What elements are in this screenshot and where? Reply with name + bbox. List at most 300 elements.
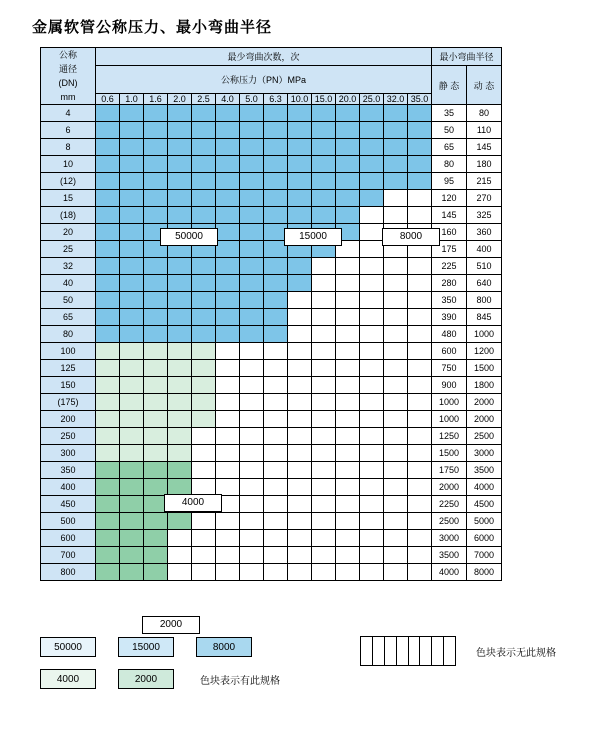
grid-cell — [168, 462, 192, 479]
overlay-value-badge: 8000 — [382, 228, 440, 246]
dn-header-cell — [41, 48, 96, 105]
grid-cell — [240, 564, 264, 581]
grid-cell — [192, 343, 216, 360]
grid-cell — [312, 496, 336, 513]
grid-cell — [192, 530, 216, 547]
table-body — [41, 105, 502, 581]
table-row — [41, 105, 502, 122]
grid-cell — [120, 530, 144, 547]
grid-cell — [144, 156, 168, 173]
grid-cell — [288, 411, 312, 428]
table-row — [41, 394, 502, 411]
dn-value-cell: 80 — [41, 326, 96, 343]
grid-cell — [408, 258, 432, 275]
radius-dynamic-cell: 360 — [467, 224, 502, 241]
grid-cell — [288, 309, 312, 326]
grid-cell — [96, 564, 120, 581]
dn-value-cell: 350 — [41, 462, 96, 479]
grid-cell — [360, 173, 384, 190]
grid-cell — [264, 530, 288, 547]
grid-cell — [408, 173, 432, 190]
grid-cell — [360, 207, 384, 224]
radius-dynamic-cell: 325 — [467, 207, 502, 224]
dn-value-cell: (12) — [41, 173, 96, 190]
radius-dynamic-cell: 640 — [467, 275, 502, 292]
grid-cell — [144, 428, 168, 445]
dn-value-cell: 700 — [41, 547, 96, 564]
grid-cell — [240, 394, 264, 411]
grid-cell — [168, 343, 192, 360]
grid-cell — [312, 258, 336, 275]
grid-cell — [336, 513, 360, 530]
grid-cell — [264, 377, 288, 394]
grid-cell — [360, 326, 384, 343]
grid-cell — [384, 309, 408, 326]
legend-swatch: 15000 — [118, 637, 174, 657]
grid-cell — [192, 547, 216, 564]
grid-cell — [240, 241, 264, 258]
overlay-value-badge: 4000 — [164, 494, 222, 512]
grid-cell — [408, 156, 432, 173]
grid-cell — [192, 513, 216, 530]
radius-dynamic-cell: 110 — [467, 122, 502, 139]
grid-cell — [216, 360, 240, 377]
legend-swatch: 8000 — [196, 637, 252, 657]
grid-cell — [408, 275, 432, 292]
grid-cell — [240, 343, 264, 360]
grid-cell — [408, 105, 432, 122]
grid-cell — [120, 241, 144, 258]
stripe-bar — [361, 637, 373, 665]
dn-value-cell: 6 — [41, 122, 96, 139]
radius-static-header: 静 态 — [432, 66, 467, 105]
table-row — [41, 275, 502, 292]
dn-value-cell: 50 — [41, 292, 96, 309]
dn-value-cell: (18) — [41, 207, 96, 224]
table-row — [41, 377, 502, 394]
dn-value-cell: 4 — [41, 105, 96, 122]
grid-cell — [192, 411, 216, 428]
grid-cell — [96, 547, 120, 564]
grid-cell — [360, 462, 384, 479]
grid-cell — [240, 462, 264, 479]
grid-cell — [264, 173, 288, 190]
radius-static-cell: 225 — [432, 258, 467, 275]
radius-static-cell: 35 — [432, 105, 467, 122]
grid-cell — [192, 377, 216, 394]
grid-cell — [312, 190, 336, 207]
grid-cell — [168, 292, 192, 309]
grid-cell — [216, 224, 240, 241]
grid-cell — [384, 564, 408, 581]
grid-cell — [216, 479, 240, 496]
grid-cell — [408, 326, 432, 343]
grid-cell — [336, 292, 360, 309]
grid-cell — [144, 173, 168, 190]
grid-cell — [96, 428, 120, 445]
grid-cell — [168, 547, 192, 564]
grid-cell — [192, 462, 216, 479]
grid-cell — [144, 530, 168, 547]
grid-cell — [408, 377, 432, 394]
grid-cell — [312, 343, 336, 360]
grid-cell — [264, 122, 288, 139]
grid-cell — [288, 513, 312, 530]
radius-static-cell: 280 — [432, 275, 467, 292]
radius-dynamic-cell: 4500 — [467, 496, 502, 513]
grid-cell — [240, 496, 264, 513]
radius-dynamic-cell: 4000 — [467, 479, 502, 496]
grid-cell — [264, 479, 288, 496]
grid-cell — [240, 428, 264, 445]
grid-cell — [384, 496, 408, 513]
radius-dynamic-cell: 3000 — [467, 445, 502, 462]
dn-line-3: (DN) — [58, 78, 78, 88]
stripe-bar — [373, 637, 385, 665]
grid-cell — [240, 309, 264, 326]
dn-value-cell: 200 — [41, 411, 96, 428]
grid-cell — [144, 445, 168, 462]
grid-cell — [360, 343, 384, 360]
grid-cell — [120, 479, 144, 496]
table-row — [41, 343, 502, 360]
pressure-col-header: 4.0 — [216, 94, 240, 105]
grid-cell — [216, 564, 240, 581]
radius-static-cell: 175 — [432, 241, 467, 258]
grid-cell — [216, 309, 240, 326]
grid-cell — [168, 394, 192, 411]
grid-cell — [144, 343, 168, 360]
table-row — [41, 513, 502, 530]
grid-cell — [312, 275, 336, 292]
grid-cell — [168, 173, 192, 190]
grid-cell — [216, 139, 240, 156]
grid-cell — [360, 309, 384, 326]
grid-cell — [240, 360, 264, 377]
grid-cell — [408, 445, 432, 462]
grid-cell — [216, 326, 240, 343]
grid-cell — [336, 411, 360, 428]
grid-cell — [360, 122, 384, 139]
grid-cell — [264, 445, 288, 462]
stripe-bar — [432, 637, 444, 665]
grid-cell — [360, 241, 384, 258]
grid-cell — [240, 156, 264, 173]
grid-cell — [384, 547, 408, 564]
grid-cell — [312, 309, 336, 326]
grid-cell — [240, 224, 264, 241]
grid-cell — [312, 156, 336, 173]
grid-cell — [120, 156, 144, 173]
grid-cell — [168, 139, 192, 156]
pressure-col-header: 20.0 — [336, 94, 360, 105]
grid-cell — [240, 105, 264, 122]
dn-value-cell: 100 — [41, 343, 96, 360]
radius-dynamic-cell: 145 — [467, 139, 502, 156]
grid-cell — [336, 377, 360, 394]
grid-cell — [384, 173, 408, 190]
radius-static-cell: 65 — [432, 139, 467, 156]
grid-cell — [120, 122, 144, 139]
dn-value-cell: 10 — [41, 156, 96, 173]
grid-cell — [216, 394, 240, 411]
radius-static-cell: 1750 — [432, 462, 467, 479]
grid-cell — [384, 530, 408, 547]
grid-cell — [240, 479, 264, 496]
table-row — [41, 530, 502, 547]
grid-cell — [264, 496, 288, 513]
grid-cell — [336, 428, 360, 445]
grid-cell — [96, 343, 120, 360]
grid-cell — [288, 428, 312, 445]
grid-cell — [96, 513, 120, 530]
grid-cell — [384, 513, 408, 530]
page-title: 金属软管公称压力、最小弯曲半径 — [32, 20, 273, 36]
grid-cell — [312, 394, 336, 411]
grid-cell — [240, 411, 264, 428]
grid-cell — [408, 394, 432, 411]
dn-value-cell: 600 — [41, 530, 96, 547]
dn-line-4: mm — [60, 92, 76, 102]
grid-cell — [288, 564, 312, 581]
dn-value-cell: 300 — [41, 445, 96, 462]
grid-cell — [384, 479, 408, 496]
grid-cell — [264, 190, 288, 207]
grid-cell — [240, 326, 264, 343]
grid-cell — [144, 411, 168, 428]
grid-cell — [384, 445, 408, 462]
grid-cell — [168, 105, 192, 122]
grid-cell — [144, 360, 168, 377]
grid-cell — [288, 377, 312, 394]
grid-cell — [240, 173, 264, 190]
radius-static-cell: 1500 — [432, 445, 467, 462]
grid-cell — [336, 275, 360, 292]
radius-static-cell: 900 — [432, 377, 467, 394]
grid-cell — [336, 479, 360, 496]
grid-cell — [192, 360, 216, 377]
grid-cell — [408, 122, 432, 139]
table-row — [41, 156, 502, 173]
grid-cell — [336, 530, 360, 547]
grid-cell — [360, 190, 384, 207]
table-header — [41, 48, 502, 105]
grid-cell — [144, 139, 168, 156]
grid-cell — [168, 428, 192, 445]
dn-value-cell: 250 — [41, 428, 96, 445]
grid-cell — [144, 326, 168, 343]
radius-static-cell: 145 — [432, 207, 467, 224]
pressure-col-header: 1.6 — [144, 94, 168, 105]
grid-cell — [360, 156, 384, 173]
grid-cell — [264, 462, 288, 479]
grid-cell — [192, 326, 216, 343]
grid-cell — [384, 343, 408, 360]
grid-cell — [192, 190, 216, 207]
grid-cell — [96, 241, 120, 258]
dn-line-2: 通径 — [58, 64, 77, 74]
grid-cell — [384, 377, 408, 394]
grid-cell — [336, 394, 360, 411]
table-row — [41, 360, 502, 377]
grid-cell — [384, 122, 408, 139]
grid-cell — [120, 445, 144, 462]
pressure-col-header: 10.0 — [288, 94, 312, 105]
grid-cell — [216, 105, 240, 122]
grid-cell — [192, 394, 216, 411]
radius-dynamic-cell: 845 — [467, 309, 502, 326]
radius-dynamic-cell: 400 — [467, 241, 502, 258]
radius-dynamic-cell: 1800 — [467, 377, 502, 394]
grid-cell — [192, 105, 216, 122]
legend-swatch: 50000 — [40, 637, 96, 657]
grid-cell — [360, 394, 384, 411]
grid-cell — [264, 547, 288, 564]
grid-cell — [120, 190, 144, 207]
grid-cell — [168, 377, 192, 394]
grid-cell — [408, 564, 432, 581]
grid-cell — [216, 156, 240, 173]
grid-cell — [96, 139, 120, 156]
grid-cell — [312, 360, 336, 377]
grid-cell — [96, 275, 120, 292]
stripe-bar — [444, 637, 455, 665]
grid-cell — [144, 190, 168, 207]
grid-cell — [312, 292, 336, 309]
grid-cell — [240, 530, 264, 547]
grid-cell — [240, 190, 264, 207]
grid-cell — [408, 530, 432, 547]
grid-cell — [168, 122, 192, 139]
grid-cell — [120, 326, 144, 343]
grid-cell — [360, 292, 384, 309]
header-row-2 — [41, 66, 502, 94]
grid-cell — [312, 462, 336, 479]
grid-cell — [240, 275, 264, 292]
legend-swatch: 2000 — [118, 669, 174, 689]
overlay-value-badge: 2000 — [142, 616, 200, 634]
pressure-col-header: 6.3 — [264, 94, 288, 105]
grid-cell — [408, 190, 432, 207]
grid-cell — [216, 275, 240, 292]
grid-cell — [360, 530, 384, 547]
grid-cell — [264, 275, 288, 292]
grid-cell — [360, 360, 384, 377]
grid-cell — [144, 394, 168, 411]
table-row — [41, 462, 502, 479]
pressure-col-header: 1.0 — [120, 94, 144, 105]
grid-cell — [336, 173, 360, 190]
grid-cell — [120, 462, 144, 479]
grid-cell — [168, 445, 192, 462]
grid-cell — [360, 377, 384, 394]
stripe-bar — [397, 637, 409, 665]
grid-cell — [312, 547, 336, 564]
grid-cell — [264, 258, 288, 275]
table-wrapper — [12, 47, 588, 630]
grid-cell — [384, 105, 408, 122]
grid-cell — [264, 105, 288, 122]
grid-cell — [288, 156, 312, 173]
table-row — [41, 258, 502, 275]
grid-cell — [360, 275, 384, 292]
overlay-value-badge: 50000 — [160, 228, 218, 246]
grid-cell — [408, 360, 432, 377]
grid-cell — [408, 479, 432, 496]
dn-value-cell: 32 — [41, 258, 96, 275]
grid-cell — [288, 292, 312, 309]
grid-cell — [408, 139, 432, 156]
grid-cell — [240, 292, 264, 309]
grid-cell — [336, 190, 360, 207]
grid-cell — [192, 479, 216, 496]
dn-value-cell: 400 — [41, 479, 96, 496]
grid-cell — [360, 564, 384, 581]
radius-dynamic-cell: 1000 — [467, 326, 502, 343]
radius-static-cell: 1250 — [432, 428, 467, 445]
grid-cell — [336, 156, 360, 173]
dn-value-cell: 150 — [41, 377, 96, 394]
grid-cell — [144, 292, 168, 309]
radius-dynamic-cell: 270 — [467, 190, 502, 207]
radius-static-cell: 3500 — [432, 547, 467, 564]
grid-cell — [384, 462, 408, 479]
grid-cell — [288, 343, 312, 360]
dn-value-cell: 8 — [41, 139, 96, 156]
grid-cell — [216, 258, 240, 275]
pressure-col-header: 25.0 — [360, 94, 384, 105]
radius-static-cell: 160 — [432, 224, 467, 241]
grid-cell — [336, 326, 360, 343]
grid-cell — [312, 207, 336, 224]
table-row — [41, 190, 502, 207]
grid-cell — [384, 275, 408, 292]
grid-cell — [168, 360, 192, 377]
grid-cell — [192, 564, 216, 581]
grid-cell — [240, 513, 264, 530]
grid-cell — [96, 105, 120, 122]
pressure-col-header: 2.5 — [192, 94, 216, 105]
grid-cell — [264, 156, 288, 173]
radius-dynamic-cell: 5000 — [467, 513, 502, 530]
grid-cell — [120, 207, 144, 224]
grid-cell — [120, 173, 144, 190]
grid-cell — [120, 513, 144, 530]
radius-static-cell: 350 — [432, 292, 467, 309]
grid-cell — [408, 411, 432, 428]
stripe-bar — [409, 637, 421, 665]
grid-cell — [288, 445, 312, 462]
grid-cell — [384, 190, 408, 207]
radius-static-cell: 120 — [432, 190, 467, 207]
grid-cell — [240, 377, 264, 394]
grid-cell — [216, 377, 240, 394]
legend — [40, 636, 570, 700]
grid-cell — [288, 207, 312, 224]
grid-cell — [408, 309, 432, 326]
grid-cell — [312, 411, 336, 428]
grid-cell — [168, 275, 192, 292]
grid-cell — [96, 360, 120, 377]
grid-cell — [96, 292, 120, 309]
grid-cell — [312, 105, 336, 122]
grid-cell — [144, 207, 168, 224]
grid-cell — [408, 428, 432, 445]
grid-cell — [120, 564, 144, 581]
radius-dynamic-cell: 6000 — [467, 530, 502, 547]
grid-cell — [216, 292, 240, 309]
radius-dynamic-cell: 7000 — [467, 547, 502, 564]
